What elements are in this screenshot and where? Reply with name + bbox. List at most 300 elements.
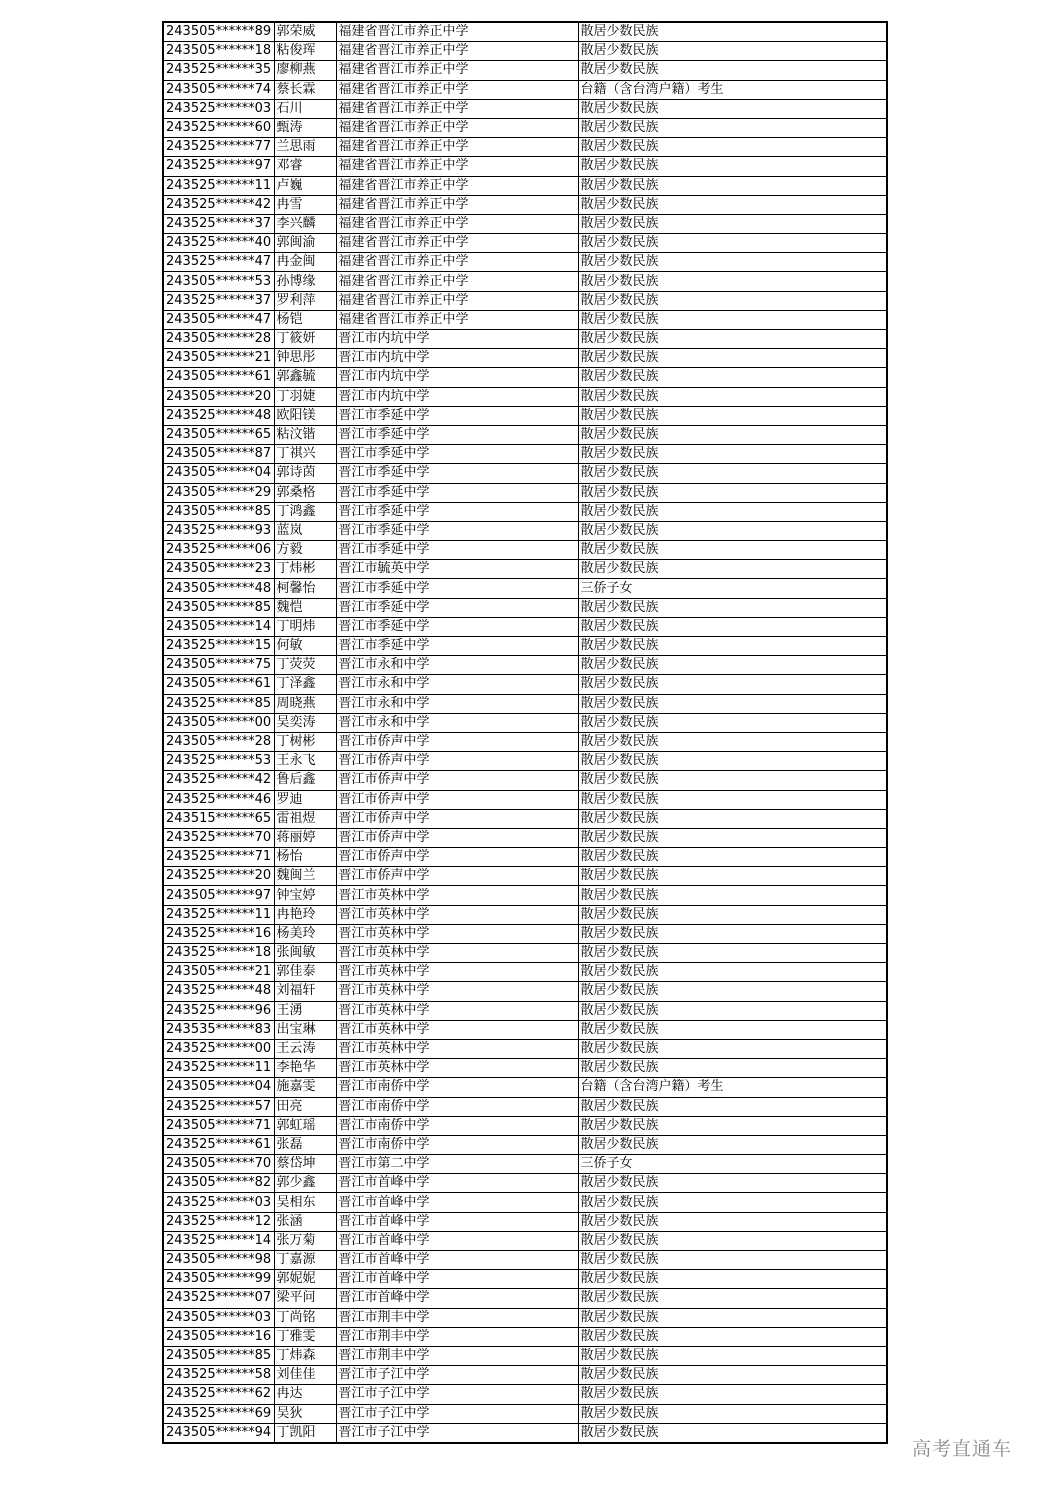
candidate-name-cell: 施嘉雯 xyxy=(274,1078,336,1097)
candidate-id-cell: 243525******42 xyxy=(163,195,274,214)
candidate-name-cell: 张涵 xyxy=(274,1212,336,1231)
candidate-name-cell: 吴相东 xyxy=(274,1193,336,1212)
candidate-name-cell: 丁尚铭 xyxy=(274,1308,336,1327)
table-row xyxy=(163,560,887,579)
candidate-name-cell: 郭桑格 xyxy=(274,483,336,502)
school-cell: 晋江市内坑中学 xyxy=(336,330,578,349)
table-row xyxy=(163,905,887,924)
table-row xyxy=(163,713,887,732)
table-row xyxy=(163,790,887,809)
table-row xyxy=(163,22,887,42)
category-cell: 散居少数民族 xyxy=(578,425,887,444)
category-cell: 散居少数民族 xyxy=(578,483,887,502)
table-row xyxy=(163,176,887,195)
category-cell: 散居少数民族 xyxy=(578,1193,887,1212)
school-cell: 晋江市英林中学 xyxy=(336,1020,578,1039)
candidate-name-cell: 丁泽鑫 xyxy=(274,675,336,694)
category-cell: 散居少数民族 xyxy=(578,675,887,694)
category-cell: 散居少数民族 xyxy=(578,982,887,1001)
table-row xyxy=(163,80,887,99)
candidate-name-cell: 郭少鑫 xyxy=(274,1174,336,1193)
candidate-name-cell: 张磊 xyxy=(274,1135,336,1154)
school-cell: 晋江市侨声中学 xyxy=(336,752,578,771)
category-cell: 散居少数民族 xyxy=(578,1001,887,1020)
candidate-name-cell: 出宝琳 xyxy=(274,1020,336,1039)
school-cell: 晋江市首峰中学 xyxy=(336,1212,578,1231)
category-cell: 散居少数民族 xyxy=(578,61,887,80)
category-cell: 散居少数民族 xyxy=(578,1423,887,1443)
candidate-id-cell: 243505******04 xyxy=(163,1078,274,1097)
table-row xyxy=(163,1231,887,1250)
category-cell: 散居少数民族 xyxy=(578,713,887,732)
category-cell: 散居少数民族 xyxy=(578,809,887,828)
table-row xyxy=(163,598,887,617)
candidate-table-body xyxy=(163,22,887,1443)
candidate-id-cell: 243525******14 xyxy=(163,1231,274,1250)
candidate-name-cell: 丁祺兴 xyxy=(274,445,336,464)
candidate-id-cell: 243525******03 xyxy=(163,99,274,118)
category-cell: 散居少数民族 xyxy=(578,253,887,272)
school-cell: 福建省晋江市养正中学 xyxy=(336,291,578,310)
candidate-name-cell: 丁炜彬 xyxy=(274,560,336,579)
candidate-name-cell: 甄涛 xyxy=(274,118,336,137)
table-row xyxy=(163,637,887,656)
school-cell: 晋江市南侨中学 xyxy=(336,1078,578,1097)
category-cell: 散居少数民族 xyxy=(578,157,887,176)
school-cell: 福建省晋江市养正中学 xyxy=(336,99,578,118)
category-cell: 散居少数民族 xyxy=(578,1308,887,1327)
candidate-name-cell: 廖柳燕 xyxy=(274,61,336,80)
school-cell: 晋江市英林中学 xyxy=(336,1001,578,1020)
school-cell: 福建省晋江市养正中学 xyxy=(336,272,578,291)
school-cell: 晋江市首峰中学 xyxy=(336,1174,578,1193)
school-cell: 晋江市内坑中学 xyxy=(336,368,578,387)
candidate-name-cell: 王云涛 xyxy=(274,1039,336,1058)
school-cell: 晋江市永和中学 xyxy=(336,713,578,732)
category-cell: 散居少数民族 xyxy=(578,905,887,924)
table-row xyxy=(163,1346,887,1365)
school-cell: 晋江市英林中学 xyxy=(336,924,578,943)
category-cell: 散居少数民族 xyxy=(578,732,887,751)
school-cell: 晋江市英林中学 xyxy=(336,963,578,982)
category-cell: 散居少数民族 xyxy=(578,1231,887,1250)
candidate-name-cell: 欧阳镁 xyxy=(274,406,336,425)
candidate-id-cell: 243525******37 xyxy=(163,214,274,233)
candidate-id-cell: 243525******11 xyxy=(163,1059,274,1078)
school-cell: 晋江市子江中学 xyxy=(336,1423,578,1443)
school-cell: 晋江市首峰中学 xyxy=(336,1251,578,1270)
candidate-name-cell: 张万菊 xyxy=(274,1231,336,1250)
candidate-name-cell: 丁炜森 xyxy=(274,1346,336,1365)
table-row xyxy=(163,483,887,502)
table-row xyxy=(163,982,887,1001)
table-row xyxy=(163,675,887,694)
candidate-name-cell: 刘福轩 xyxy=(274,982,336,1001)
candidate-id-cell: 243525******69 xyxy=(163,1404,274,1423)
candidate-name-cell: 柯馨怡 xyxy=(274,579,336,598)
table-row xyxy=(163,1135,887,1154)
table-row xyxy=(163,1116,887,1135)
school-cell: 晋江市季延中学 xyxy=(336,445,578,464)
candidate-id-cell: 243505******70 xyxy=(163,1155,274,1174)
school-cell: 晋江市首峰中学 xyxy=(336,1270,578,1289)
category-cell: 散居少数民族 xyxy=(578,656,887,675)
candidate-name-cell: 兰思雨 xyxy=(274,138,336,157)
category-cell: 散居少数民族 xyxy=(578,138,887,157)
school-cell: 晋江市英林中学 xyxy=(336,886,578,905)
candidate-id-cell: 243525******97 xyxy=(163,157,274,176)
category-cell: 散居少数民族 xyxy=(578,1404,887,1423)
candidate-id-cell: 243505******87 xyxy=(163,445,274,464)
school-cell: 晋江市英林中学 xyxy=(336,1039,578,1058)
table-row xyxy=(163,406,887,425)
category-cell: 散居少数民族 xyxy=(578,1289,887,1308)
school-cell: 福建省晋江市养正中学 xyxy=(336,61,578,80)
candidate-name-cell: 李艳华 xyxy=(274,1059,336,1078)
table-row xyxy=(163,1423,887,1443)
school-cell: 福建省晋江市养正中学 xyxy=(336,118,578,137)
school-cell: 晋江市荆丰中学 xyxy=(336,1346,578,1365)
candidate-name-cell: 罗利萍 xyxy=(274,291,336,310)
school-cell: 晋江市季延中学 xyxy=(336,541,578,560)
candidate-id-cell: 243505******28 xyxy=(163,732,274,751)
candidate-id-cell: 243505******14 xyxy=(163,617,274,636)
school-cell: 福建省晋江市养正中学 xyxy=(336,253,578,272)
candidate-id-cell: 243525******11 xyxy=(163,176,274,195)
category-cell: 散居少数民族 xyxy=(578,502,887,521)
category-cell: 散居少数民族 xyxy=(578,1385,887,1404)
table-row xyxy=(163,157,887,176)
candidate-id-cell: 243505******82 xyxy=(163,1174,274,1193)
candidate-id-cell: 243505******99 xyxy=(163,1270,274,1289)
candidate-name-cell: 郭闽渝 xyxy=(274,234,336,253)
category-cell: 散居少数民族 xyxy=(578,195,887,214)
candidate-name-cell: 蓝岚 xyxy=(274,521,336,540)
candidate-id-cell: 243505******00 xyxy=(163,713,274,732)
school-cell: 晋江市季延中学 xyxy=(336,579,578,598)
candidate-id-cell: 243505******74 xyxy=(163,80,274,99)
table-row xyxy=(163,694,887,713)
candidate-id-cell: 243525******00 xyxy=(163,1039,274,1058)
school-cell: 晋江市永和中学 xyxy=(336,656,578,675)
candidate-id-cell: 243525******60 xyxy=(163,118,274,137)
category-cell: 散居少数民族 xyxy=(578,310,887,329)
table-row xyxy=(163,1020,887,1039)
category-cell: 散居少数民族 xyxy=(578,272,887,291)
category-cell: 散居少数民族 xyxy=(578,771,887,790)
table-row xyxy=(163,809,887,828)
table-row xyxy=(163,771,887,790)
table-row xyxy=(163,1251,887,1270)
candidate-id-cell: 243525******18 xyxy=(163,944,274,963)
category-cell: 散居少数民族 xyxy=(578,118,887,137)
category-cell: 散居少数民族 xyxy=(578,790,887,809)
school-cell: 晋江市内坑中学 xyxy=(336,349,578,368)
category-cell: 散居少数民族 xyxy=(578,560,887,579)
candidate-name-cell: 蔡岱坤 xyxy=(274,1155,336,1174)
table-row xyxy=(163,349,887,368)
table-row xyxy=(163,732,887,751)
school-cell: 晋江市荆丰中学 xyxy=(336,1327,578,1346)
table-row xyxy=(163,1193,887,1212)
candidate-name-cell: 钟宝婷 xyxy=(274,886,336,905)
school-cell: 晋江市侨声中学 xyxy=(336,732,578,751)
table-row xyxy=(163,521,887,540)
category-cell: 散居少数民族 xyxy=(578,617,887,636)
candidate-name-cell: 郭鑫毓 xyxy=(274,368,336,387)
category-cell: 台籍（含台湾户籍）考生 xyxy=(578,80,887,99)
school-cell: 福建省晋江市养正中学 xyxy=(336,310,578,329)
candidate-name-cell: 粘汶锴 xyxy=(274,425,336,444)
school-cell: 晋江市第二中学 xyxy=(336,1155,578,1174)
category-cell: 散居少数民族 xyxy=(578,1270,887,1289)
candidate-id-cell: 243505******23 xyxy=(163,560,274,579)
candidate-name-cell: 张闽敏 xyxy=(274,944,336,963)
category-cell: 散居少数民族 xyxy=(578,637,887,656)
candidate-name-cell: 丁筱妍 xyxy=(274,330,336,349)
watermark-text: 高考直通车 xyxy=(912,1438,1013,1460)
candidate-id-cell: 243505******03 xyxy=(163,1308,274,1327)
school-cell: 晋江市季延中学 xyxy=(336,483,578,502)
table-row xyxy=(163,1327,887,1346)
table-row xyxy=(163,886,887,905)
table-row xyxy=(163,1174,887,1193)
table-row xyxy=(163,234,887,253)
school-cell: 福建省晋江市养正中学 xyxy=(336,42,578,61)
table-row xyxy=(163,541,887,560)
category-cell: 散居少数民族 xyxy=(578,99,887,118)
table-row xyxy=(163,944,887,963)
category-cell: 散居少数民族 xyxy=(578,694,887,713)
category-cell: 散居少数民族 xyxy=(578,387,887,406)
candidate-id-cell: 243525******93 xyxy=(163,521,274,540)
school-cell: 晋江市永和中学 xyxy=(336,675,578,694)
category-cell: 散居少数民族 xyxy=(578,1346,887,1365)
category-cell: 散居少数民族 xyxy=(578,368,887,387)
school-cell: 晋江市南侨中学 xyxy=(336,1116,578,1135)
school-cell: 晋江市首峰中学 xyxy=(336,1231,578,1250)
candidate-name-cell: 冉雪 xyxy=(274,195,336,214)
school-cell: 福建省晋江市养正中学 xyxy=(336,176,578,195)
category-cell: 散居少数民族 xyxy=(578,924,887,943)
school-cell: 晋江市毓英中学 xyxy=(336,560,578,579)
candidate-name-cell: 丁嘉源 xyxy=(274,1251,336,1270)
candidate-name-cell: 方毅 xyxy=(274,541,336,560)
category-cell: 散居少数民族 xyxy=(578,176,887,195)
category-cell: 散居少数民族 xyxy=(578,828,887,847)
table-row xyxy=(163,1039,887,1058)
table-row xyxy=(163,1308,887,1327)
category-cell: 散居少数民族 xyxy=(578,1039,887,1058)
school-cell: 晋江市侨声中学 xyxy=(336,848,578,867)
candidate-name-cell: 罗迪 xyxy=(274,790,336,809)
candidate-name-cell: 鲁后鑫 xyxy=(274,771,336,790)
category-cell: 三侨子女 xyxy=(578,1155,887,1174)
candidate-name-cell: 郭诗茵 xyxy=(274,464,336,483)
table-row xyxy=(163,61,887,80)
school-cell: 晋江市英林中学 xyxy=(336,982,578,1001)
candidate-id-cell: 243505******21 xyxy=(163,963,274,982)
candidate-id-cell: 243525******11 xyxy=(163,905,274,924)
candidate-id-cell: 243525******48 xyxy=(163,982,274,1001)
candidate-name-cell: 冉金闽 xyxy=(274,253,336,272)
candidate-id-cell: 243505******85 xyxy=(163,502,274,521)
candidate-name-cell: 王永飞 xyxy=(274,752,336,771)
category-cell: 散居少数民族 xyxy=(578,944,887,963)
candidate-id-cell: 243525******96 xyxy=(163,1001,274,1020)
category-cell: 散居少数民族 xyxy=(578,1116,887,1135)
category-cell: 散居少数民族 xyxy=(578,1212,887,1231)
school-cell: 晋江市季延中学 xyxy=(336,617,578,636)
candidate-id-cell: 243505******61 xyxy=(163,368,274,387)
category-cell: 散居少数民族 xyxy=(578,1327,887,1346)
candidate-id-cell: 243525******42 xyxy=(163,771,274,790)
candidate-id-cell: 243525******57 xyxy=(163,1097,274,1116)
category-cell: 散居少数民族 xyxy=(578,349,887,368)
table-row xyxy=(163,617,887,636)
candidate-id-cell: 243525******15 xyxy=(163,637,274,656)
table-row xyxy=(163,1001,887,1020)
school-cell: 晋江市侨声中学 xyxy=(336,809,578,828)
table-row xyxy=(163,867,887,886)
candidate-id-cell: 243525******61 xyxy=(163,1135,274,1154)
school-cell: 福建省晋江市养正中学 xyxy=(336,195,578,214)
table-row xyxy=(163,118,887,137)
candidate-name-cell: 周晓燕 xyxy=(274,694,336,713)
candidate-name-cell: 刘佳佳 xyxy=(274,1366,336,1385)
category-cell: 散居少数民族 xyxy=(578,848,887,867)
table-row xyxy=(163,1366,887,1385)
table-row xyxy=(163,310,887,329)
table-row xyxy=(163,828,887,847)
candidate-id-cell: 243505******61 xyxy=(163,675,274,694)
school-cell: 晋江市季延中学 xyxy=(336,637,578,656)
candidate-name-cell: 丁荧荧 xyxy=(274,656,336,675)
candidate-id-cell: 243525******03 xyxy=(163,1193,274,1212)
category-cell: 散居少数民族 xyxy=(578,521,887,540)
table-row xyxy=(163,1097,887,1116)
candidate-name-cell: 李兴麟 xyxy=(274,214,336,233)
school-cell: 晋江市侨声中学 xyxy=(336,771,578,790)
school-cell: 晋江市子江中学 xyxy=(336,1404,578,1423)
candidate-id-cell: 243505******04 xyxy=(163,464,274,483)
table-row xyxy=(163,656,887,675)
category-cell: 散居少数民族 xyxy=(578,1366,887,1385)
table-row xyxy=(163,253,887,272)
table-row xyxy=(163,99,887,118)
candidate-id-cell: 243505******98 xyxy=(163,1251,274,1270)
table-row xyxy=(163,1155,887,1174)
candidate-name-cell: 郭荣威 xyxy=(274,22,336,42)
table-row xyxy=(163,42,887,61)
category-cell: 散居少数民族 xyxy=(578,1059,887,1078)
school-cell: 晋江市英林中学 xyxy=(336,905,578,924)
candidate-name-cell: 王湧 xyxy=(274,1001,336,1020)
category-cell: 散居少数民族 xyxy=(578,867,887,886)
candidate-id-cell: 243525******20 xyxy=(163,867,274,886)
category-cell: 散居少数民族 xyxy=(578,1251,887,1270)
candidate-name-cell: 蔡长霖 xyxy=(274,80,336,99)
candidate-name-cell: 钟思彤 xyxy=(274,349,336,368)
candidate-name-cell: 丁树彬 xyxy=(274,732,336,751)
candidate-id-cell: 243525******16 xyxy=(163,924,274,943)
school-cell: 晋江市季延中学 xyxy=(336,502,578,521)
candidate-id-cell: 243525******85 xyxy=(163,694,274,713)
candidate-name-cell: 杨铠 xyxy=(274,310,336,329)
candidate-id-cell: 243505******16 xyxy=(163,1327,274,1346)
candidate-id-cell: 243525******70 xyxy=(163,828,274,847)
candidate-name-cell: 吴奕涛 xyxy=(274,713,336,732)
school-cell: 晋江市侨声中学 xyxy=(336,828,578,847)
table-row xyxy=(163,464,887,483)
candidate-id-cell: 243505******65 xyxy=(163,425,274,444)
school-cell: 晋江市季延中学 xyxy=(336,425,578,444)
candidate-id-cell: 243505******75 xyxy=(163,656,274,675)
candidate-name-cell: 冉艳玲 xyxy=(274,905,336,924)
table-row xyxy=(163,1212,887,1231)
table-row xyxy=(163,502,887,521)
category-cell: 散居少数民族 xyxy=(578,1135,887,1154)
candidate-id-cell: 243505******53 xyxy=(163,272,274,291)
table-row xyxy=(163,1059,887,1078)
table-row xyxy=(163,195,887,214)
school-cell: 晋江市内坑中学 xyxy=(336,387,578,406)
category-cell: 散居少数民族 xyxy=(578,752,887,771)
candidate-name-cell: 郭虹瑶 xyxy=(274,1116,336,1135)
school-cell: 晋江市英林中学 xyxy=(336,944,578,963)
table-row xyxy=(163,579,887,598)
candidate-id-cell: 243525******12 xyxy=(163,1212,274,1231)
table-row xyxy=(163,1289,887,1308)
school-cell: 福建省晋江市养正中学 xyxy=(336,22,578,42)
school-cell: 晋江市季延中学 xyxy=(336,598,578,617)
school-cell: 晋江市子江中学 xyxy=(336,1366,578,1385)
school-cell: 晋江市季延中学 xyxy=(336,464,578,483)
candidate-name-cell: 石川 xyxy=(274,99,336,118)
table-row xyxy=(163,963,887,982)
candidate-id-cell: 243505******71 xyxy=(163,1116,274,1135)
candidate-id-cell: 243525******71 xyxy=(163,848,274,867)
school-cell: 福建省晋江市养正中学 xyxy=(336,214,578,233)
category-cell: 散居少数民族 xyxy=(578,330,887,349)
category-cell: 散居少数民族 xyxy=(578,541,887,560)
school-cell: 福建省晋江市养正中学 xyxy=(336,80,578,99)
category-cell: 台籍（含台湾户籍）考生 xyxy=(578,1078,887,1097)
category-cell: 散居少数民族 xyxy=(578,598,887,617)
candidate-id-cell: 243515******65 xyxy=(163,809,274,828)
table-row xyxy=(163,138,887,157)
candidate-id-cell: 243505******28 xyxy=(163,330,274,349)
school-cell: 福建省晋江市养正中学 xyxy=(336,157,578,176)
candidate-name-cell: 雷祖煜 xyxy=(274,809,336,828)
candidate-id-cell: 243525******06 xyxy=(163,541,274,560)
category-cell: 散居少数民族 xyxy=(578,963,887,982)
table-row xyxy=(163,330,887,349)
candidate-id-cell: 243505******21 xyxy=(163,349,274,368)
candidate-id-cell: 243505******20 xyxy=(163,387,274,406)
school-cell: 晋江市侨声中学 xyxy=(336,790,578,809)
candidate-id-cell: 243505******85 xyxy=(163,598,274,617)
category-cell: 散居少数民族 xyxy=(578,445,887,464)
candidate-id-cell: 243505******47 xyxy=(163,310,274,329)
category-cell: 三侨子女 xyxy=(578,579,887,598)
school-cell: 晋江市季延中学 xyxy=(336,521,578,540)
candidate-name-cell: 卢巍 xyxy=(274,176,336,195)
candidate-name-cell: 田亮 xyxy=(274,1097,336,1116)
candidate-name-cell: 梁平问 xyxy=(274,1289,336,1308)
candidate-name-cell: 冉达 xyxy=(274,1385,336,1404)
table-row xyxy=(163,291,887,310)
